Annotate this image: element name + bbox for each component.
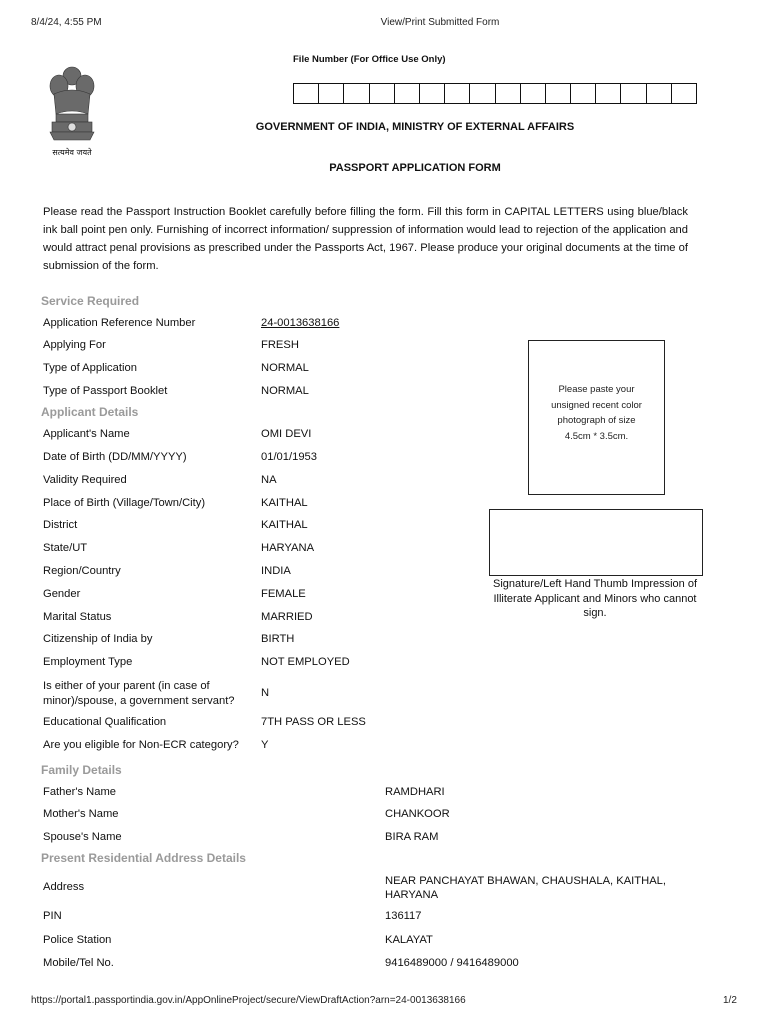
national-emblem-icon [40,62,104,160]
field-value: FEMALE [261,588,306,600]
photo-instruction-line: 4.5cm * 3.5cm. [564,430,629,442]
field-label: State/UT [43,542,88,554]
field-value: HARYANA [261,542,315,554]
field-label: Marital Status [43,611,112,623]
field-value: BIRTH [261,633,295,645]
field-value: 7TH PASS OR LESS [261,716,366,728]
field-label: Police Station [43,934,112,946]
field-label: Date of Birth (DD/MM/YYYY) [43,451,187,463]
field-label: Type of Passport Booklet [43,385,168,397]
field-value: 9416489000 / 9416489000 [385,957,519,969]
section-title-address: Present Residential Address Details [41,851,246,865]
print-url: https://portal1.passportindia.gov.in/AppOnlineProject/secure/ViewDraftAction?arn=24-0013638166 [31,995,466,1006]
field-value: INDIA [261,565,291,577]
field-value: KAITHAL [261,497,308,509]
field-label: Address [43,881,85,893]
field-label: Gender [43,588,81,600]
field-label: Mobile/Tel No. [43,957,114,969]
field-value: 01/01/1953 [261,451,317,463]
photo-box [528,340,665,495]
signature-caption: Signature/Left Hand Thumb Impression of Illiterate Applicant and Minors who cannot sign. [492,578,698,619]
field-label: Applicant's Name [43,428,130,440]
photo-instruction-line: photograph of size [557,415,636,426]
photo-instruction-line: unsigned recent color [551,399,642,411]
photo-instruction-line: Please paste your [558,384,635,395]
field-label: Application Reference Number [43,317,196,329]
form-title: PASSPORT APPLICATION FORM [329,162,501,174]
emblem-motto: सत्यमेव जयते [52,148,92,157]
field-value: NORMAL [261,362,309,374]
field-value: NOT EMPLOYED [261,656,350,668]
field-label: Employment Type [43,656,133,668]
print-page-number: 1/2 [723,995,737,1006]
application-reference-link[interactable]: 24-0013638166 [261,317,340,329]
field-label: Father's Name [43,786,117,798]
file-number-label: File Number (For Office Use Only) [293,54,446,65]
field-value: RAMDHARI [385,786,445,798]
field-label: Place of Birth (Village/Town/City) [43,497,206,509]
field-value: N [261,687,270,699]
field-value: BIRA RAM [385,831,439,843]
field-value: NORMAL [261,385,309,397]
section-title-family: Family Details [41,763,122,777]
section-title-service: Service Required [41,294,140,308]
print-datetime: 8/4/24, 4:55 PM [31,17,102,28]
field-value: NEAR PANCHAYAT BHAWAN, CHAUSHALA, KAITHAL, HARYANA [385,875,666,901]
field-value: Y [261,739,269,751]
field-label: Validity Required [43,474,127,486]
field-label: Citizenship of India by [43,633,153,645]
field-label: Type of Application [43,362,137,374]
field-label: PIN [43,910,62,922]
field-label: Are you eligible for Non-ECR category? [43,739,239,751]
field-value: MARRIED [261,611,313,623]
field-label: Is either of your parent (in case of minor)/spouse, a government servant? [43,680,235,707]
section-title-applicant: Applicant Details [41,405,139,419]
field-value: CHANKOOR [385,808,450,820]
field-label: District [43,519,78,531]
field-value: KALAYAT [385,934,433,946]
file-number-boxes [293,83,697,104]
field-label: Mother's Name [43,808,119,820]
field-label: Region/Country [43,565,121,577]
field-label: Spouse's Name [43,831,122,843]
instructions-paragraph: Please read the Passport Instruction Booklet carefully before filling the form. Fill this form in CAPITAL LETTERS using blue/black ink ball point pen only. Furnishing of incorrect information/ suppression of information would lead to rejection of the application and would attract penal provisions as prescribed under the Passports Act, 1967. Please produce your original documents at the time of submission of the form. [43,206,688,272]
field-value: FRESH [261,339,299,351]
field-value: OMI DEVI [261,428,312,440]
field-label: Educational Qualification [43,716,167,728]
print-page-title: View/Print Submitted Form [380,17,500,28]
field-value: NA [261,474,277,486]
ministry-heading: GOVERNMENT OF INDIA, MINISTRY OF EXTERNAL AFFAIRS [255,121,575,133]
field-value: 136117 [385,910,422,922]
field-value: KAITHAL [261,519,308,531]
field-label: Applying For [43,339,106,351]
signature-box [489,509,703,576]
